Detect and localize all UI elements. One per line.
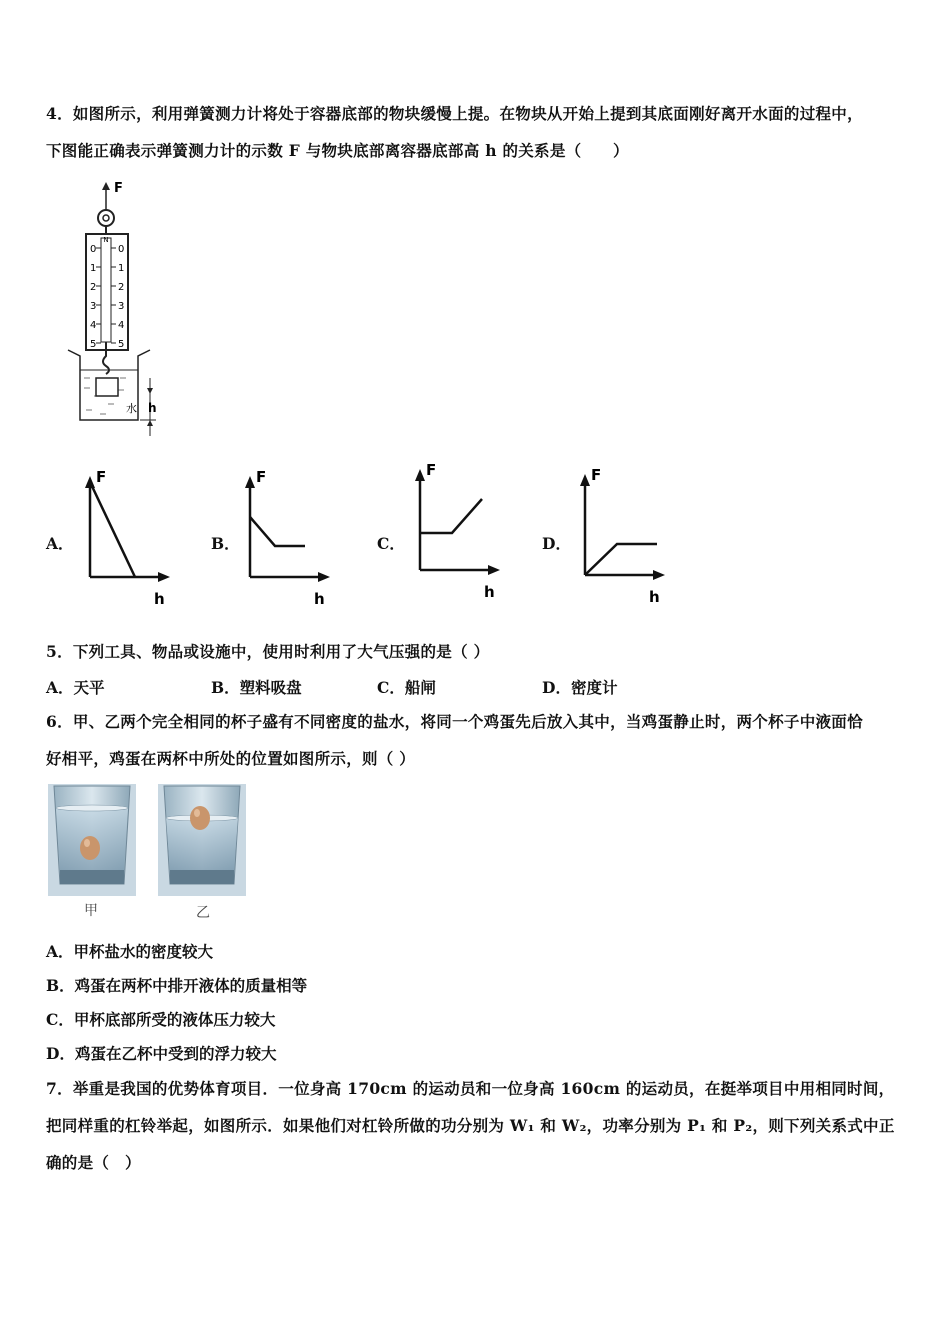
x-axis-label: h [314,590,325,608]
q4-option-b-label: B． [211,534,240,553]
q6-option-c: C．甲杯底部所受的液体压力较大 [46,1010,276,1029]
q4-option-a-graph [80,462,180,612]
glass-jia-image [48,784,136,896]
q7-stem-line1: 7．举重是我国的优势体育项目．一位身高 170cm 的运动员和一位身高 160cm 的运动员，在挺举项目中用相同时间， [46,1079,895,1098]
glass-yi-label: 乙 [196,905,210,921]
x-axis-label: h [649,588,660,606]
scale-tick-left-label: 2 [90,282,97,293]
x-axis-arrow [318,572,330,582]
y-axis-arrow [245,476,255,488]
spring-scale-figure [60,178,180,440]
q6-option-d: D．鸡蛋在乙杯中受到的浮力较大 [46,1044,277,1063]
q4-stem-line2: 下图能正确表示弹簧测力计的示数 F 与物块底部离容器底部高 h 的关系是（ ） [46,141,629,160]
q5-option-a: A．天平 [46,678,105,697]
scale-ring [98,210,114,226]
x-axis-arrow [653,570,665,580]
scale-tick-left-label: 0 [90,244,97,255]
scale-tick-left-label: 1 [90,263,97,274]
scale-tick-right-label: 3 [118,301,125,312]
q4-option-c-graph [410,455,510,605]
graph-curve [90,482,135,577]
height-label: h [148,401,157,415]
scale-tick-right-label: 5 [118,339,125,350]
q7-stem-line2: 把同样重的杠铃举起，如图所示．如果他们对杠铃所做的功分别为 W₁ 和 W₂，功率分别为 P₁ 和 P₂，则下列关系式中正 [46,1116,895,1135]
glass-jia-label: 甲 [84,903,98,919]
x-axis-arrow [488,565,500,575]
graph-curve [250,517,305,546]
block [96,378,118,396]
q5-stem: 5．下列工具、物品或设施中，使用时利用了大气压强的是（ ） [46,642,490,661]
y-axis-label: F [426,461,437,479]
y-axis-arrow [415,469,425,481]
scale-unit: N [103,236,109,244]
q4-option-c-label: C． [377,534,405,553]
q7-stem-line3: 确的是（ ） [46,1153,141,1172]
graph-curve [585,544,657,575]
q4-option-d-graph [575,460,675,610]
force-arrow-head [102,182,110,190]
q5-option-d: D．密度计 [542,678,618,697]
y-axis-label: F [591,466,602,484]
q4-option-d-label: D． [542,534,571,553]
q6-option-a: A．甲杯盐水的密度较大 [46,942,214,961]
scale-tick-left-label: 5 [90,339,97,350]
y-axis-label: F [96,468,107,486]
glass-yi-image [158,784,246,896]
force-label: F [114,181,123,196]
y-axis-label: F [256,468,267,486]
q6-option-b: B．鸡蛋在两杯中排开液体的质量相等 [46,976,308,995]
q4-option-b-graph [240,462,340,612]
graph-curve [420,499,482,533]
scale-tick-left-label: 4 [90,320,97,331]
q4-option-a-label: A． [46,534,74,553]
q4-stem-line1: 4．如图所示，利用弹簧测力计将处于容器底部的物块缓慢上提。在物块从开始上提到其底面刚好离开水面的过程中， [46,104,863,123]
x-axis-label: h [484,583,495,601]
q5-option-c: C．船闸 [377,678,436,697]
scale-tick-right-label: 1 [118,263,125,274]
q5-option-b: B．塑料吸盘 [211,678,302,697]
egg-jia [80,836,100,860]
scale-tick-right-label: 0 [118,244,125,255]
x-axis-label: h [154,590,165,608]
water-label: 水 [126,402,137,415]
q6-stem-line1: 6．甲、乙两个完全相同的杯子盛有不同密度的盐水，将同一个鸡蛋先后放入其中，当鸡蛋静止时，两个杯子中液面恰 [46,712,863,731]
scale-tick-right-label: 2 [118,282,125,293]
egg-yi [190,806,210,830]
scale-slot [101,238,111,342]
q6-stem-line2: 好相平，鸡蛋在两杯中所处的位置如图所示，则（ ） [46,749,416,768]
scale-tick-left-label: 3 [90,301,97,312]
y-axis-arrow [580,474,590,486]
x-axis-arrow [158,572,170,582]
scale-tick-right-label: 4 [118,320,125,331]
